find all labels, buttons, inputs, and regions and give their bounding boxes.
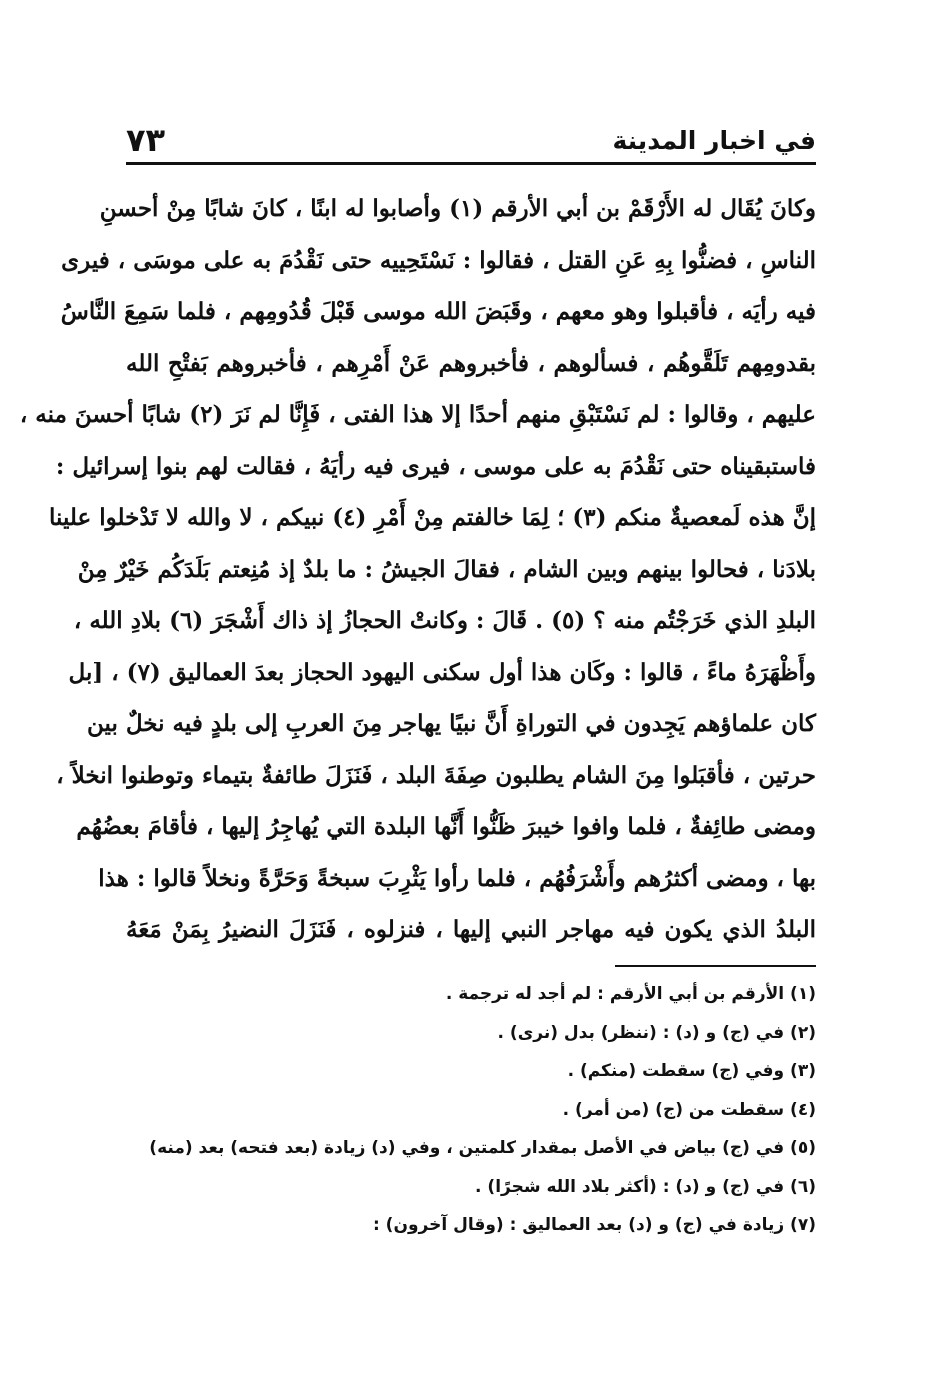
footnote-divider xyxy=(615,965,816,967)
text-line: البلدُ الذي يكون فيه مهاجر النبي إليها ، فنزلوه ، فَنَزَلَ النضيرُ بِمَنْ مَعَهُ xyxy=(126,916,816,943)
footnote: (٥) في (ج) بياض في الأصل بمقدار كلمتين ، وفي (د) زيادة (بعد فتحه) بعد (منه) xyxy=(149,1138,816,1158)
running-title xyxy=(612,126,816,155)
page-number: ٧٣ xyxy=(126,121,166,159)
footnote: (٧) زيادة في (ج) و (د) بعد العماليق : (وقال آخرون) : xyxy=(372,1215,816,1235)
text-line: وكانَ يُقَال له الأَرْقَمْ بن أبي الأرقم (١) وأصابوا له ابنًا ، كانَ شابًا مِنْ أحسنِ xyxy=(99,195,816,222)
text-line: البلدِ الذي خَرَجْتُم منه ؟ (٥) . قَالَ : وكانتْ الحجازُ إذ ذاك أَشْجَرَ (٦) بلادِ الله ، xyxy=(73,607,816,634)
footnote: (٣) وفي (ج) سقطت (منكم) . xyxy=(567,1061,816,1081)
page-header xyxy=(126,118,816,165)
text-line: بها ، ومضى أكثرُهم وأَشْرَفُهُم ، فلما رأوا يَثْرِبَ سبخةً وَحَرَّةً ونخلاً قالوا : هذا xyxy=(98,864,816,892)
running-title-text: في اخبار المدينة xyxy=(612,125,816,155)
text-line: حرتين ، فأقبَلوا مِنَ الشام يطلبون صِفَةَ البلد ، فَنَزَلَ طائفةٌ بتيماء وتوطنوا انخلاً ، xyxy=(56,761,816,789)
text-line: فيه رأيَه ، فأقبلوا وهو معهم ، وقَبَضَ الله موسى قَبْلَ قُدُومِهم ، فلما سَمِعَ النَّاسُ xyxy=(60,298,816,325)
text-line: وأَظْهَرَهُ ماءً ، قالوا : وكَان هذا أول سكنى اليهود الحجاز بعدَ العماليق (٧) ، [بل xyxy=(68,658,816,686)
footnote: (٢) في (ج) و (د) : (ننظر) بدل (نرى) . xyxy=(497,1022,816,1043)
text-line: ومضى طائِفةٌ ، فلما وافوا خيبرَ ظَنُّوا أَنَّها البلدة التي يُهاجِرُ إليها ، فأقامَ بعضُهُم xyxy=(76,813,816,840)
text-line: الناسِ ، فضنُّوا بِهِ عَنِ القتل ، فقالوا : نَسْتَحِييه حتى نَقْدُمَ به على موسَى ، فيرى xyxy=(61,246,816,274)
footnote: (٤) سقطت من (ج) (من أمر) . xyxy=(562,1099,816,1120)
text-line: إنَّ هذه لَمعصيةٌ منكم (٣) ؛ لِمَا خالفتم مِنْ أَمْرِ (٤) نبيكم ، لا والله لا تَدْخلوا علينا xyxy=(49,504,816,531)
main-text xyxy=(19,183,816,956)
footnotes xyxy=(149,975,816,1245)
text-line: بقدومِهم تَلَقَّوهُم ، فسألوهم ، فأخبروهم عَنْ أَمْرِهم ، فأخبروهم بَفتْحِ الله xyxy=(126,349,816,377)
footnote: (١) الأرقم بن أبي الأرقم : لم أجد له ترجمة . xyxy=(445,984,816,1004)
footnote: (٦) في (ج) و (د) : (أكثر بلاد الله شجرًا) . xyxy=(475,1176,816,1197)
text-line: بلادَنا ، فحالوا بينهم وبين الشام ، فقالَ الجيشُ : ما بلدٌ إذ مُنِعتم بَلَدَكُم خَيْرٌ مِنْ xyxy=(77,555,816,583)
text-line: فاستبقيناه حتى نَقْدُمَ به على موسى ، فيرى فيه رأيَهُ ، فقالت لهم بنوا إسرائيل : xyxy=(55,452,816,480)
text-line: كان علماؤهم يَجِدون في التوراةِ أَنَّ نبيًا يهاجر مِنَ العربِ إلى بلدٍ فيه نخلٌ بين xyxy=(87,710,816,737)
text-line: عليهم ، وقالوا : لم نَسْتَبْقِ منهم أحدًا إلا هذا الفتى ، فَإِنَّا لم نَرَ (٢) شابًا أحسنَ منه ، xyxy=(19,401,816,428)
